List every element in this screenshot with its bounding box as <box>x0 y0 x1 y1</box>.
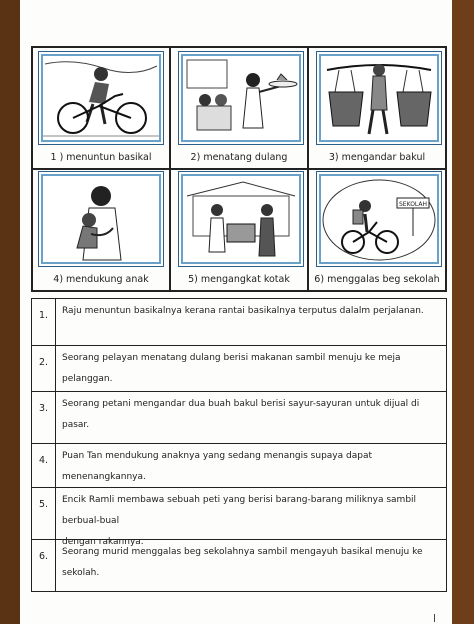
picture-caption: 4) mendukung anak <box>53 274 149 285</box>
student-cycling-with-backpack-icon <box>319 174 439 264</box>
mother-carrying-child-icon <box>41 174 161 264</box>
wooden-frame-left <box>0 0 20 624</box>
picture-caption: 3) mengandar bakul <box>328 152 426 163</box>
row-sentence: Seorang pelayan menatang dulang berisi makanan sambil menuju ke meja pelanggan. <box>62 353 401 384</box>
picture-cell-4 <box>32 169 170 291</box>
waiter-carrying-tray-icon <box>181 54 301 142</box>
table-row <box>32 443 446 487</box>
picture-caption: 2) menatang dulang <box>190 152 288 163</box>
picture-caption: 5) mengangkat kotak <box>188 274 290 285</box>
picture-caption: 1 ) menuntun basikal <box>50 152 152 163</box>
row-sentence-line-1: Encik Ramli membawa sebuah peti yang berisi barang-barang miliknya sambil berbual-bual <box>62 495 417 526</box>
row-number: 6. <box>32 540 56 591</box>
picture-cell-5 <box>170 169 308 291</box>
sentence-table <box>31 298 447 592</box>
table-row <box>32 391 446 443</box>
school-sign-label: SEKOLAH <box>398 201 428 208</box>
row-number: 1. <box>32 299 56 345</box>
row-sentence: Seorang petani mengandar dua buah bakul berisi sayur-sayuran untuk dijual di pasar. <box>62 399 420 430</box>
picture-caption: 6) menggalas beg sekolah <box>314 274 440 285</box>
table-row <box>32 345 446 391</box>
wooden-frame-right <box>452 0 474 624</box>
men-lifting-box-icon <box>181 174 301 264</box>
man-carrying-baskets-on-pole-icon <box>319 54 439 142</box>
row-number: 5. <box>32 488 56 539</box>
table-row <box>32 487 446 547</box>
row-number: 2. <box>32 346 56 391</box>
boy-pushing-bicycle-icon <box>41 54 161 142</box>
row-sentence: Seorang murid menggalas beg sekolahnya sambil mengayuh basikal menuju ke sekolah. <box>62 547 423 578</box>
picture-cell-3 <box>308 47 446 169</box>
table-row <box>32 299 446 345</box>
row-number: 3. <box>32 392 56 443</box>
picture-cell-1 <box>32 47 170 169</box>
page-edge-mark <box>434 614 435 622</box>
row-sentence-line-2: dengan rakannya. <box>62 537 144 547</box>
row-number: 4. <box>32 444 56 487</box>
picture-cell-6 <box>308 169 446 291</box>
row-sentence: Raju menuntun basikalnya kerana rantai basikalnya terputus dalalm perjalanan. <box>62 306 424 316</box>
table-row <box>32 539 446 591</box>
picture-cell-2 <box>170 47 308 169</box>
row-sentence: Puan Tan mendukung anaknya yang sedang menangis supaya dapat menenangkannya. <box>62 451 372 482</box>
picture-grid <box>31 46 447 292</box>
